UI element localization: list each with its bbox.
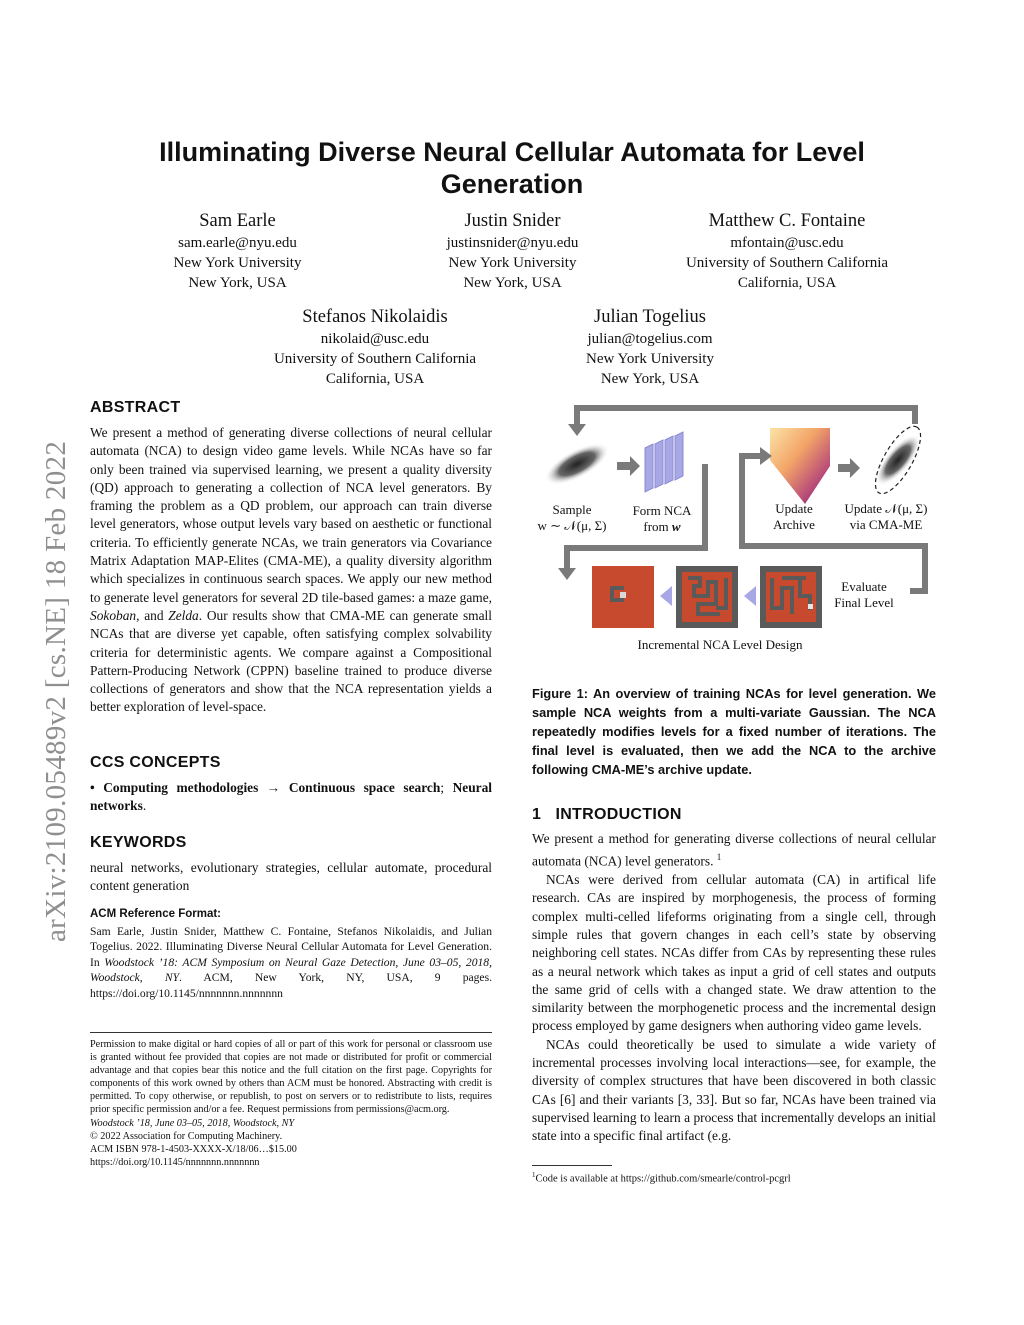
author-location: California, USA [325,371,425,387]
author-block [657,209,917,293]
ccs-sep: ; [440,780,453,795]
label-update-n: Update 𝒩(μ, Σ) [844,501,928,516]
label-update-archive-1: Update [775,501,813,516]
acm-ref-heading: ACM Reference Format: [90,908,221,920]
nca-step [660,586,672,606]
arrowhead [568,424,586,436]
label-evaluate-2: Final Level [834,595,894,610]
abstract-part: , and [136,607,169,623]
acm-ref-text [90,924,492,1001]
label-sample-formula: w ∼ 𝒩(μ, Σ) [537,518,607,533]
label-update-archive-2: Archive [773,517,815,532]
author-affiliation: University of Southern California [685,255,889,271]
ccs-concept: Neural networks [90,780,492,814]
author-block [540,305,760,389]
author-affiliation: New York University [173,255,302,271]
author-block [395,209,630,293]
label-form-from [643,519,681,534]
arxiv-stamp: arXiv:2109.05489v2 [cs.NE] 18 Feb 2022 [40,440,72,942]
ccs-bullet: • [90,780,104,795]
author-block [250,305,500,389]
author-email: nikolaid@usc.edu [320,331,430,347]
acm-ref-part: Sam Earle, Justin Snider, Matthew C. Fontaine, Stefanos Nikolaidis, and Julian Togelius. 2022. Illuminating Diverse Neural Cellular Automata for Level Generation. In [90,925,492,969]
level-1 [592,566,654,628]
footnote [532,1171,791,1185]
figure-overview [520,396,950,666]
author-email: justinsnider@nyu.edu [446,235,579,251]
paper-title [100,136,924,200]
author-email: julian@togelius.com [587,331,713,347]
footnote-rule [532,1165,612,1166]
author-affiliation: New York University [586,351,714,367]
author-affiliation: New York University [448,255,577,271]
level-3 [760,566,822,628]
keywords-heading: KEYWORDS [90,834,187,851]
acm-ref-venue: Woodstock ’18: ACM Symposium on Neural Gaze Detection, June 03–05, 2018, Woodstock, NY [90,955,492,985]
author-location: New York, USA [600,371,700,387]
ccs-concept: Continuous space search [288,780,441,795]
author-location: New York, USA [463,275,562,291]
author-block [120,209,355,293]
author-name: Matthew C. Fontaine [708,211,866,231]
abstract-text [90,424,492,717]
permission-isbn: ACM ISBN 978-1-4503-XXXX-X/18/06…$15.00 [90,1143,297,1155]
permission-copyright: © 2022 Association for Computing Machinery. [90,1130,283,1142]
intro-paragraph: We present a method for generating diverse collections of neural cellular automata (NCA) level generators. [532,831,936,869]
author-name: Justin Snider [464,211,561,231]
nca-step [744,586,756,606]
arrow-right [617,456,640,476]
archive-heatmap [770,428,830,504]
figure-caption: Figure 1: An overview of training NCAs for level generation. We sample NCA weights from a multi-variate Gaussian. The NCA repeatedly modifies levels for a fixed number of iterations. The final level is evaluated, then we add the NCA to the archive following CMA-ME’s archive update. [532,686,936,777]
abstract-part: . Our results show that CMA-ME can generate small NCAs that are diverse yet capable, often satisfying complex solvability criteria for deterministic agents. We compare against a Compositional Pattern-Producing Network (CPPN) baseline trained to produce diverse collections of generators and show that the NCA representation yields a better exploration of level-space. [90,607,492,715]
label-evaluate-1: Evaluate [841,579,887,594]
author-name: Stefanos Nikolaidis [302,307,448,327]
updated-gaussian [868,428,928,492]
intro-paragraph: NCAs could theoretically be used to simulate a wide variety of incremental processes involving local interactions—see, for example, the diversity of complex structures that have been discovered in both classic CAs [6] and their variants [3, 33]. But so far, NCAs have been trained via supervised learning to learn a process that incrementally develops an initial state into a specific final artifact (e.g. [532,1036,936,1144]
permission-venue: Woodstock ’18, June 03–05, 2018, Woodstock, NY [90,1117,295,1129]
title-line-2: Generation [440,169,584,199]
label-incremental: Incremental NCA Level Design [637,637,803,652]
label-update-n-sub: via CMA-ME [849,517,923,532]
ccs-arrow: → [258,780,289,795]
arrowhead [558,568,576,580]
ccs-concepts [90,779,492,816]
level-2 [676,566,738,628]
author-location: California, USA [737,275,837,291]
author-name: Sam Earle [199,211,276,231]
ccs-heading: CCS CONCEPTS [90,754,221,771]
footnote-mark: 1 [716,852,722,863]
intro-heading-text: INTRODUCTION [555,806,682,823]
keywords-text: neural networks, evolutionary strategies, cellular automate, procedural content generation [90,860,492,894]
title-line-1: Illuminating Diverse Neural Cellular Automata for Level [159,137,865,167]
label-sample: Sample [552,502,592,517]
arrow-right [838,458,860,478]
author-name: Julian Togelius [594,307,706,327]
author-affiliation: University of Southern California [273,351,477,367]
permission-text: Permission to make digital or hard copies of all or part of this work for personal or classroom use is granted without fee provided that copies are not made or distributed for profit or commercial advantage and that copies bear this notice and the full citation on the first page. Copyrights for components of this work owned by others than ACM must be honored. Abstracting with credit is permitted. To copy otherwise, or republish, to post on servers or to redistribute to lists, requires prior specific permission and/or a fee. Request permissions from permissions@acm.org. [90,1039,492,1116]
permission-block [90,1038,492,1169]
gaussian-sample [539,435,616,494]
footnote-text: Code is available at https://github.com/smearle/control-pcgrl [535,1173,791,1185]
intro-text [532,830,936,1146]
label-form-from-text: from [643,519,672,534]
game-name: Sokoban [90,607,137,623]
footnote-number: 1 [532,1171,536,1179]
abstract-part: We present a method of generating diverse collections of neural cellular automata (NCA) to design video game levels. While NCAs have so far only been trained via supervised learning, we present a quality diversity (QD) approach to generating a collection of NCA level generators. By framing the problem as a QD problem, our approach can train diverse level generators, whose output levels vary based on aesthetic or functional criteria. To efficiently generate NCAs, we train generators via Covariance Matrix Adaptation MAP-Elites (CMA-ME), a quality diversity algorithm which specializes in continuous search spaces. We apply our new method to generate level generators for several 2D tile-based games: a maze game, [90,425,492,605]
nca-layers [645,432,683,492]
author-email: sam.earle@nyu.edu [178,235,297,251]
label-form: Form NCA [632,503,692,518]
ccs-concept: Computing methodologies [103,780,259,795]
intro-heading [532,806,682,824]
author-email: mfontain@usc.edu [730,235,844,251]
abstract-heading: ABSTRACT [90,399,181,416]
author-location: New York, USA [188,275,287,291]
label-form-w: w [671,519,681,534]
intro-paragraph: NCAs were derived from cellular automata (CA) in artifical life research. CAs are inspired by morphogenesis, the process of forming complex multi-celled lifeforms originating from a single cell, through simple rules that govern changes in each cell’s state by observing neighboring cell states. NCAs differ from CAs by representing these rules as a neural network which takes as input a grid of cell states and outputs the same grid of cells with a changed state. We draw attention to the similarity between the morphogenetic process and the incremental design process employed by game designers when authoring video game levels. [532,872,936,1034]
ccs-end: . [142,798,147,814]
loop-arrow [577,408,915,426]
permission-doi: https://doi.org/10.1145/nnnnnnn.nnnnnnn [90,1156,260,1168]
game-name: Zelda [168,607,199,623]
intro-heading-number: 1 [532,806,542,823]
acm-ref-part: . ACM, New York, NY, USA, 9 pages. https://doi.org/10.1145/nnnnnnn.nnnnnnn [90,971,492,1000]
permission-rule [90,1032,492,1033]
